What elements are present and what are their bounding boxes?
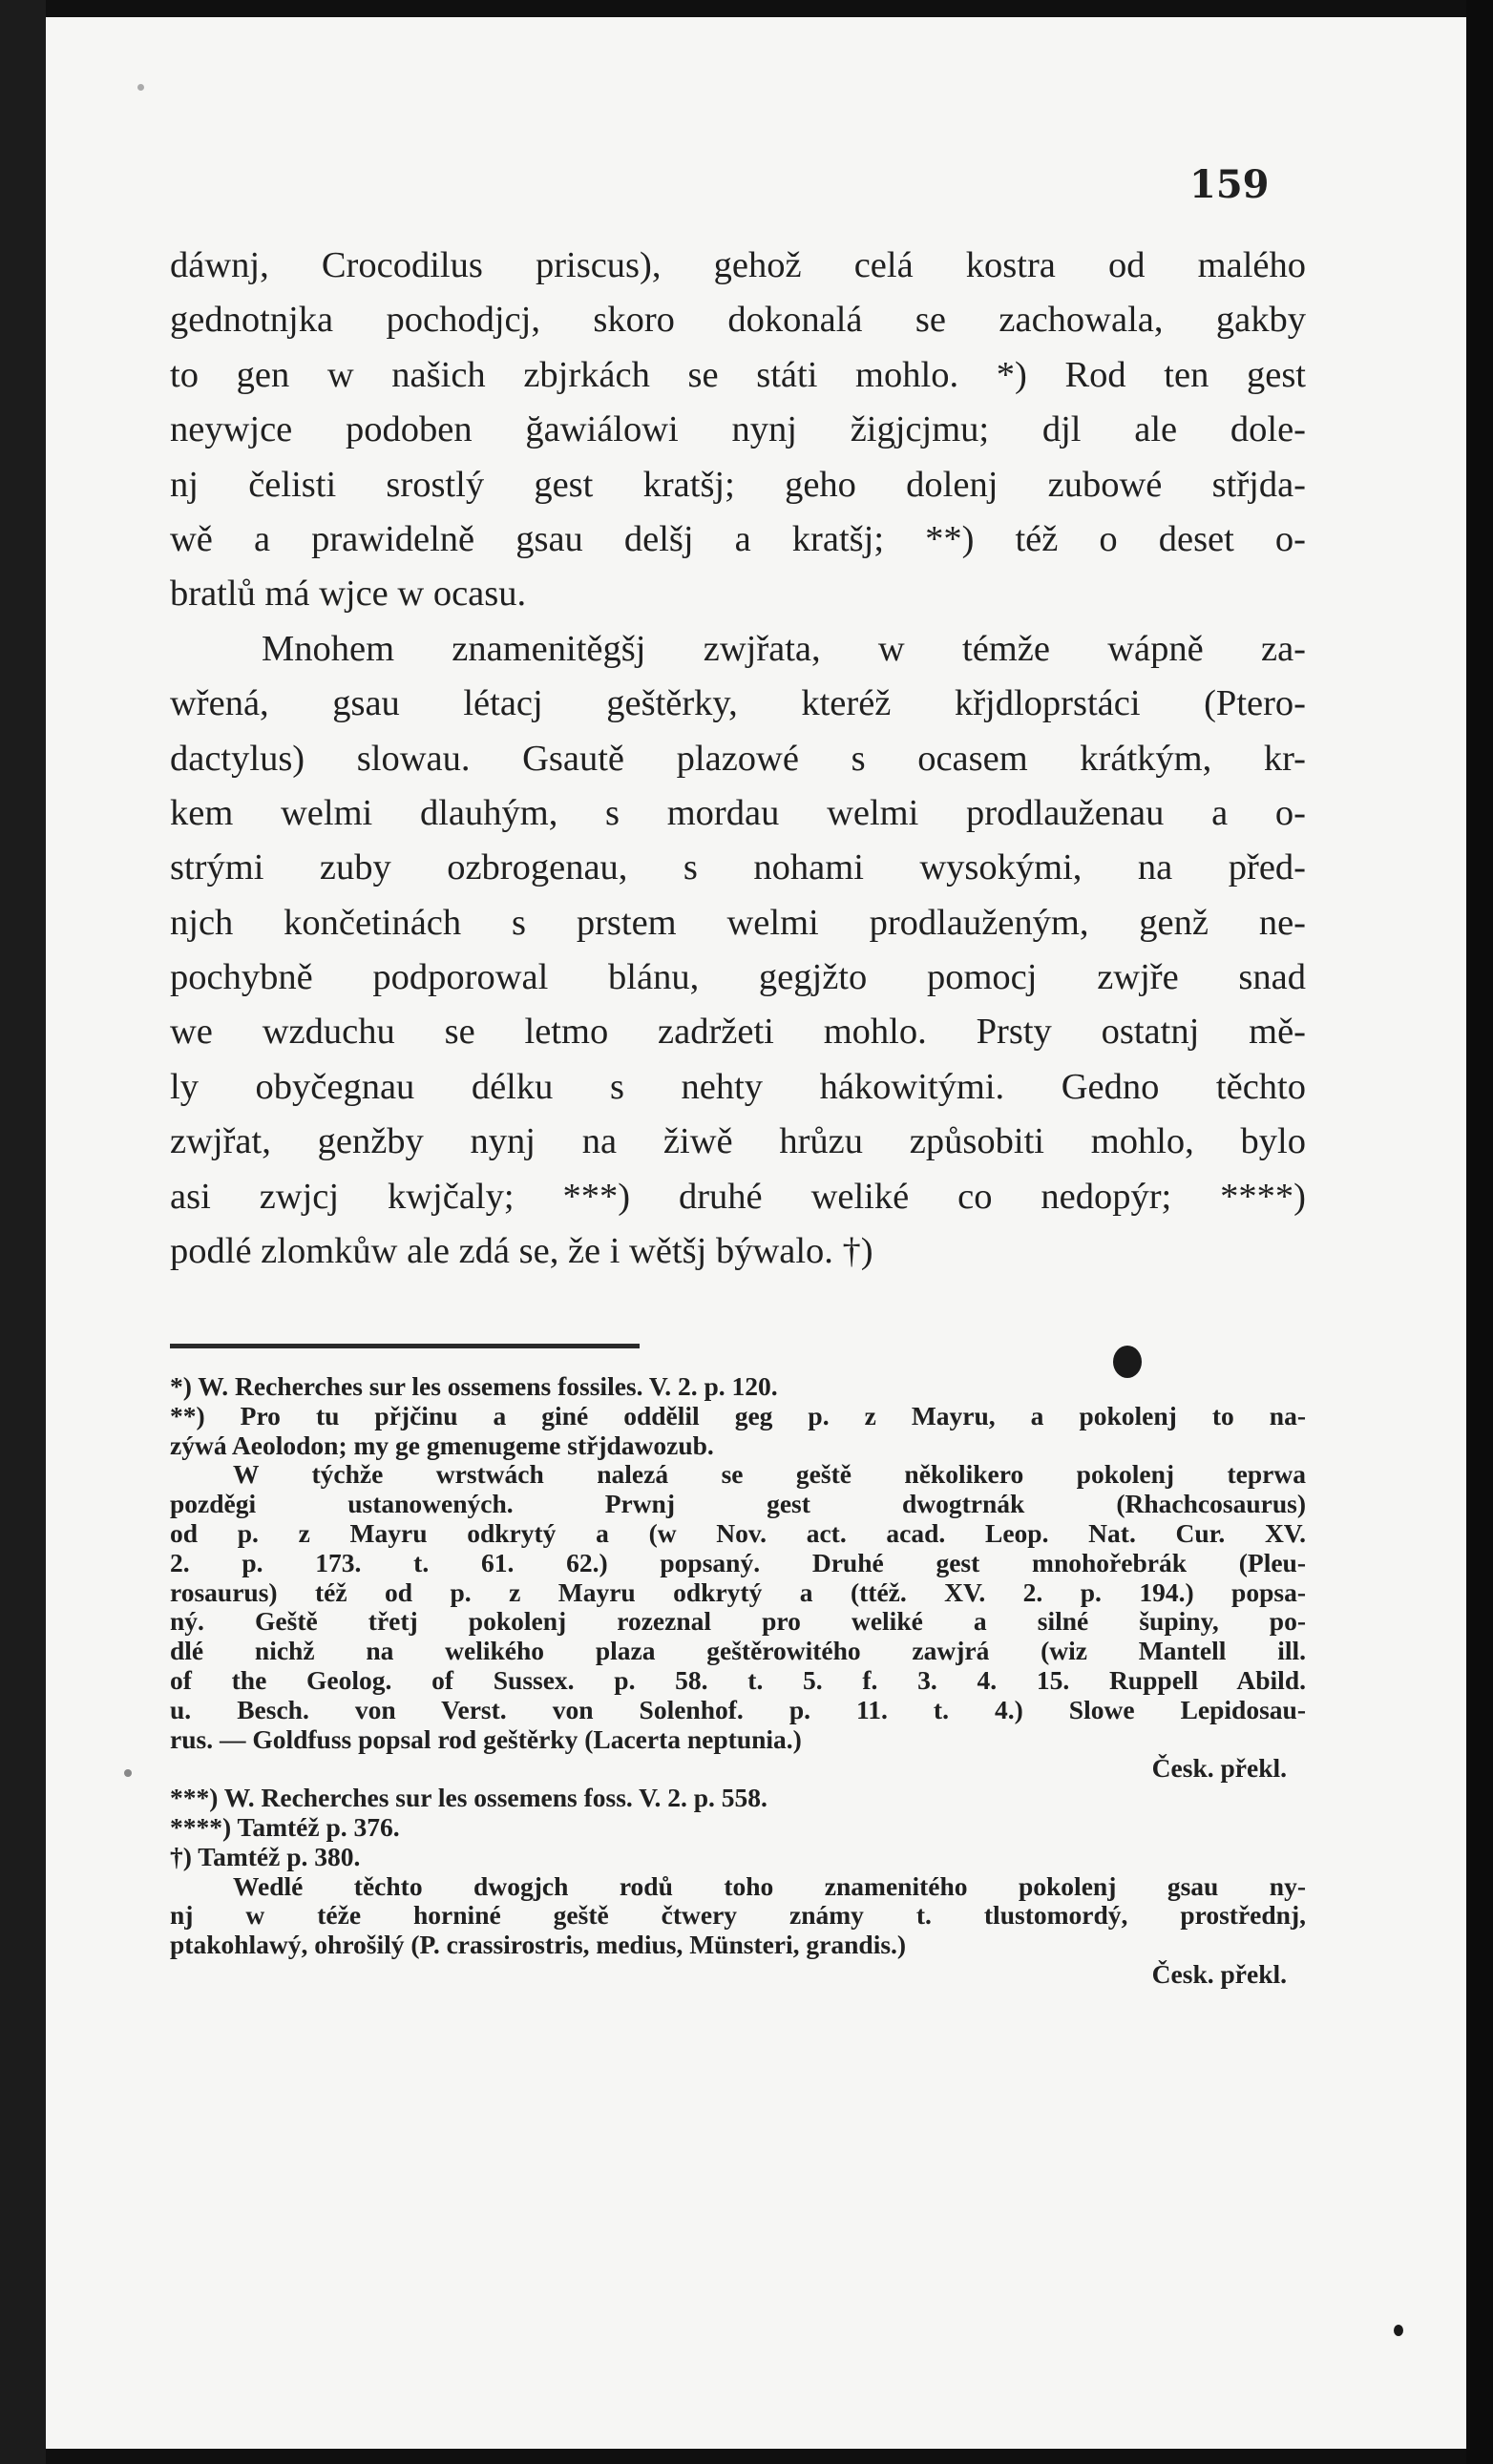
footnote-divider: [170, 1344, 640, 1348]
footnote-line: W týchže wrstwách nalezá se geště několikero pokolenj teprwa: [233, 1459, 1306, 1490]
footnote-line: u. Besch. von Verst. von Solenhof. p. 11. t. 4.) Slowe Lepidosau-: [170, 1694, 1306, 1724]
ink-spot: [124, 1769, 132, 1777]
footnote-line: *) W. Recherches sur les ossemens fossiles. V. 2. p. 120.: [170, 1371, 778, 1401]
footnote-line: ***) W. Recherches sur les ossemens foss. V. 2. p. 558.: [170, 1783, 768, 1813]
footnote-line: od p. z Mayru odkrytý a (w Nov. act. acad. Leop. Nat. Cur. XV.: [170, 1517, 1306, 1548]
footnote-line: dlé nichž na welikého plaza geštěrowitého zawjrá (wiz Mantell ill.: [170, 1636, 1306, 1666]
body-line: kem welmi dlauhým, s mordau welmi prodlauženau a o-: [170, 792, 1306, 833]
body-line: zwjřat, genžby nynj na žiwě hrůzu způsobiti mohlo, bylo: [170, 1121, 1306, 1162]
body-line: bratlů má wjce w ocasu.: [170, 574, 527, 615]
body-line: dáwnj, Crocodilus priscus), gehož celá kostra od malého: [170, 245, 1306, 285]
body-line: neywjce podoben ğawiálowi nynj žigjcjmu; djl ale dole-: [170, 409, 1306, 450]
body-line: pochybně podporowal blánu, gegjžto pomocj zwjře snad: [170, 957, 1306, 998]
scan-border-right: [1466, 0, 1493, 2464]
page-number: 159: [1189, 162, 1270, 207]
footnote-line: nj w téže horniné geště čtwery známy t. tlustomordý, prostřednj,: [170, 1900, 1306, 1931]
ink-spot: [1394, 2325, 1403, 2336]
body-line: podlé zlomkůw ale zdá se, že i wětšj býwalo. †): [170, 1231, 873, 1272]
ink-spot: [137, 84, 144, 91]
footnote-line: pozděgi ustanowených. Prwnj gest dwogtrnák (Rhachcosaurus): [170, 1489, 1306, 1519]
footnote-line: of the Geolog. of Sussex. p. 58. t. 5. f. 3. 4. 15. Ruppell Abild.: [170, 1664, 1306, 1695]
footnote-line: **) Pro tu přjčinu a giné oddělil geg p. z Mayru, a pokolenj to na-: [170, 1400, 1306, 1430]
footnote-line: zýwá Aeolodon; my ge gmenugeme střjdawozub.: [170, 1430, 714, 1460]
body-line: wřená, gsau létacj geštěrky, kteréž křjdloprstáci (Ptero-: [170, 683, 1306, 724]
body-line: strými zuby ozbrogenau, s nohami wysokými, na před-: [170, 847, 1306, 888]
ink-spot: [1113, 1346, 1142, 1378]
footnote-line: rus. — Goldfuss popsal rod geštěrky (Lacerta neptunia.): [170, 1723, 802, 1754]
footnotes: [170, 1372, 1306, 1990]
body-line: gednotnjka pochodjcj, skoro dokonalá se zachowala, gakby: [170, 300, 1306, 341]
body-line: Mnohem znamenitěgšj zwjřata, w témže wápně za-: [262, 628, 1306, 669]
footnote-line: †) Tamtéž p. 380.: [170, 1841, 361, 1871]
book-page: [46, 17, 1466, 2449]
translator-note: Česk. překl.: [1151, 1958, 1287, 1989]
footnote-line: rosaurus) též od p. z Mayru odkrytý a (ttéž. XV. 2. p. 194.) popsa-: [170, 1577, 1306, 1607]
body-line: to gen w našich zbjrkách se státi mohlo. *) Rod ten gest: [170, 354, 1306, 395]
body-line: asi zwjcj kwjčaly; ***) druhé weliké co nedopýr; ****): [170, 1176, 1306, 1217]
footnote-line: ný. Geště třetj pokolenj rozeznal pro weliké a silné šupiny, po-: [170, 1606, 1306, 1637]
body-line: wě a prawidelně gsau delšj a kratšj; **) též o deset o-: [170, 518, 1306, 559]
body-line: njch končetinách s prstem welmi prodlauženým, genž ne-: [170, 902, 1306, 943]
footnote-line: 2. p. 173. t. 61. 62.) popsaný. Druhé gest mnohořebrák (Pleu-: [170, 1547, 1306, 1577]
body-line: dactylus) slowau. Gsautě plazowé s ocasem krátkým, kr-: [170, 738, 1306, 779]
scan-border-left: [0, 0, 46, 2464]
body-line: ly obyčegnau délku s nehty hákowitými. Gedno těchto: [170, 1066, 1306, 1107]
translator-note: Česk. překl.: [1151, 1753, 1287, 1784]
body-line: nj čelisti srostlý gest kratšj; geho dolenj zubowé střjda-: [170, 464, 1306, 505]
footnote-line: ****) Tamtéž p. 376.: [170, 1811, 400, 1842]
footnote-line: Wedlé těchto dwogjch rodů toho znamenitého pokolenj gsau ny-: [233, 1870, 1306, 1901]
main-text: [170, 239, 1306, 1279]
footnote-line: ptakohlawý, ohrošilý (P. crassirostris, medius, Münsteri, grandis.): [170, 1930, 907, 1960]
body-line: we wzduchu se letmo zadržeti mohlo. Prsty ostatnj mě-: [170, 1012, 1306, 1053]
